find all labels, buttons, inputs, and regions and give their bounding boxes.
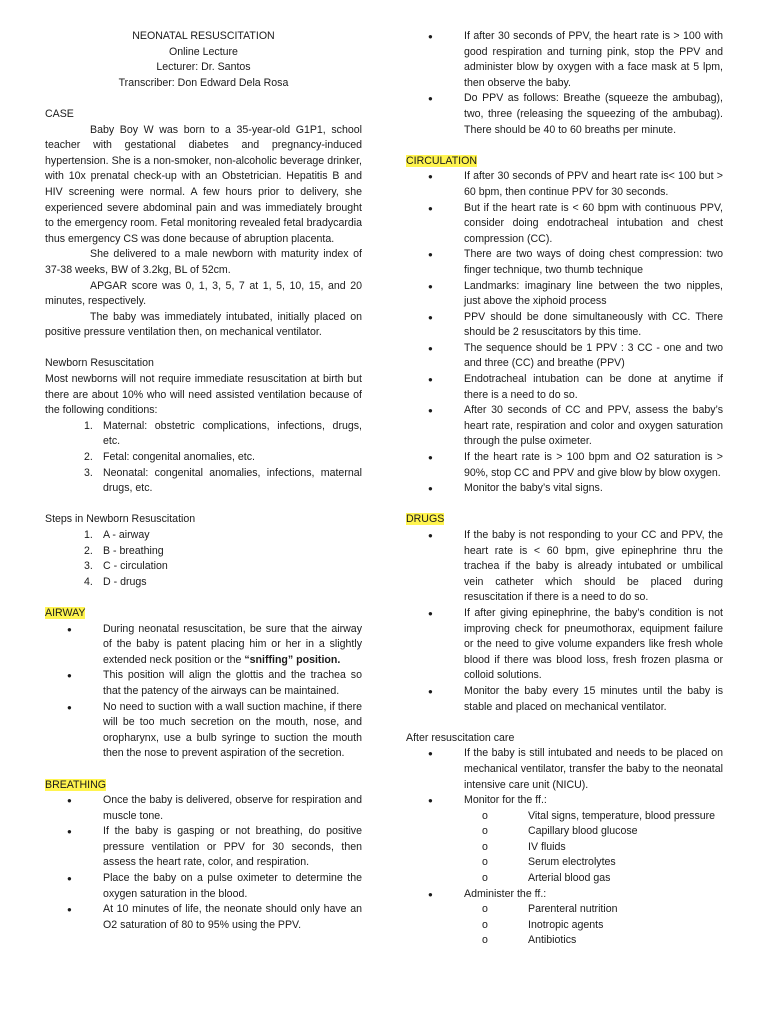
lecturer-line: Lecturer: Dr. Santos bbox=[156, 61, 251, 74]
newborn-intro-text: Most newborns will not require immediate resuscitation at birth but there are about 10% who will need bbox=[45, 373, 362, 401]
list-item: ● Monitor the baby every 15 minutes until the baby is stable and placed on mechanical ventilator. bbox=[406, 684, 723, 715]
list-item: ● If the heart rate is > 100 bpm and O2 saturation is > 90%, stop CC and PPV and give blow by blow oxygen. bbox=[406, 450, 723, 481]
sub-list-item: o Vital signs, temperature, blood pressure bbox=[406, 809, 723, 825]
newborn-intro-tail: because of the following conditions: bbox=[45, 388, 362, 417]
list-item: ● Landmarks: imaginary line between the two nipples, just above the xiphoid process bbox=[406, 279, 723, 310]
sub-list-item: o Antibiotics bbox=[406, 933, 723, 949]
drugs-list bbox=[406, 528, 723, 715]
list-item: ● Administer the ff.: bbox=[406, 887, 723, 903]
administer-list bbox=[406, 887, 723, 903]
circulation-list bbox=[406, 169, 723, 496]
sub-list-item: o Serum electrolytes bbox=[406, 855, 723, 871]
list-item: ● Endotracheal intubation can be done at anytime if there is a need to do so. bbox=[406, 372, 723, 403]
list-item: 3. Neonatal: congenital anomalies, infections, maternal drugs, etc. bbox=[84, 466, 362, 495]
after-care-heading: After resuscitation care bbox=[406, 731, 515, 744]
list-item: 3. C - circulation bbox=[84, 560, 168, 573]
case-paragraph-4: The baby was immediately intubated, initially placed on positive pressure ventilation then, on mechanical ventilator. bbox=[45, 310, 362, 339]
list-item: ● During neonatal resuscitation, be sure that the airway of the baby is patent placing him or her in a slightly extended neck position or the “sniffing” position. bbox=[45, 622, 362, 669]
sub-list-item: o Arterial blood gas bbox=[406, 871, 723, 887]
administer-sublist bbox=[406, 902, 723, 949]
list-item: ● But if the heart rate is < 60 bpm with continuous PPV, consider doing endotracheal intubation and chest compression (CC). bbox=[406, 201, 723, 248]
list-item: ● The sequence should be 1 PPV : 3 CC - one and two and three (CC) and breathe (PPV) bbox=[406, 341, 723, 372]
list-item: ● If the baby is gasping or not breathing, do positive pressure ventilation or PPV for 30 seconds, then assess the heart rate, color, and respiration. bbox=[45, 824, 362, 871]
case-paragraph-1: Baby Boy W was born to a 35-year-old G1P1, school teacher with gestational diabetes and pregnancy-induced hypertension. She is a non-smoker, non-alcoholic beverage drinker, with 10x prenatal check-up with an Obstetrician. Hepatitis B and HIV screening were normal. A few hours prior to delivery, she experienced severe abdominal pain and was immediately brought to the emergency room. Fetal monitoring revealed fetal bradycardia thus emergency CS was done because of abruption placenta. bbox=[45, 123, 362, 245]
document-title: NEONATAL RESUSCITATION bbox=[132, 30, 275, 42]
newborn-intro bbox=[45, 372, 362, 419]
steps-list bbox=[45, 528, 362, 590]
sub-list-item: o Parenteral nutrition bbox=[406, 902, 723, 918]
list-item: ● If the baby is not responding to your CC and PPV, the heart rate is < 60 bpm, give epinephrine thru the trachea if the baby is already intubated or umbilical vein catheter which should be placed during resuscitation if there is a need to do so. bbox=[406, 528, 723, 606]
right-column bbox=[406, 0, 723, 949]
list-item: ● If the baby is still intubated and needs to be placed on mechanical ventilator, transfer the baby to the neonatal intensive care unit (NICU). bbox=[406, 746, 723, 793]
list-item: 2. Fetal: congenital anomalies, etc. bbox=[84, 451, 255, 464]
newborn-heading: Newborn Resuscitation bbox=[45, 357, 154, 370]
after-care-list bbox=[406, 746, 723, 808]
list-item: ● At 10 minutes of life, the neonate should only have an O2 saturation of 80 to 95% using the PPV. bbox=[45, 902, 362, 933]
list-item: ● If after 30 seconds of PPV and heart rate is< 100 but > 60 bpm, then continue PPV for 30 seconds. bbox=[406, 169, 723, 200]
list-item: ● After 30 seconds of CC and PPV, assess the baby’s heart rate, respiration and color and oxygen saturation through the pulse oximeter. bbox=[406, 403, 723, 450]
list-item: ● PPV should be done simultaneously with CC. There should be 2 resuscitators by this time. bbox=[406, 310, 723, 341]
steps-heading: Steps in Newborn Resuscitation bbox=[45, 513, 196, 526]
document-subtitle: Online Lecture bbox=[169, 45, 238, 58]
left-column bbox=[45, 0, 362, 933]
airway-list bbox=[45, 622, 362, 762]
list-item: 2. B - breathing bbox=[84, 544, 164, 557]
list-item: ● Do PPV as follows: Breathe (squeeze the ambubag), two, three (releasing the squeezing of the ambubag). There should be 40 to 60 breaths per minute. bbox=[406, 91, 723, 138]
case-label: CASE bbox=[45, 107, 74, 120]
list-item: ● This position will align the glottis and the trachea so that the patency of the airways can be maintained. bbox=[45, 668, 362, 699]
monitor-sublist bbox=[406, 809, 723, 887]
circulation-heading: CIRCULATION bbox=[406, 154, 478, 167]
sniffing-position-term: “sniffing” position. bbox=[244, 653, 341, 666]
breathing-list bbox=[45, 793, 362, 933]
sub-list-item: o Inotropic agents bbox=[406, 918, 723, 934]
list-item: 1. Maternal: obstetric complications, infections, drugs, etc. bbox=[84, 419, 362, 448]
list-item: ● Once the baby is delivered, observe for respiration and muscle tone. bbox=[45, 793, 362, 824]
drugs-heading: DRUGS bbox=[406, 513, 445, 526]
list-item: ● No need to suction with a wall suction machine, if there will be too much secretion on the mouth, nose, and oropharynx, use a bulb syringe to suction the mouth then the nose to prevent aspiration of the secretion. bbox=[45, 700, 362, 762]
list-item: ● There are two ways of doing chest compression: two finger technique, two thumb technique bbox=[406, 247, 723, 278]
list-item: 4. D - drugs bbox=[84, 575, 147, 588]
case-paragraph-2: She delivered to a male newborn with maturity index of 37-38 weeks, BW of 3.2kg, BL of 52cm. bbox=[45, 248, 362, 276]
airway-heading: AIRWAY bbox=[45, 606, 86, 619]
transcriber-line: Transcriber: Don Edward Dela Rosa bbox=[118, 76, 289, 89]
breathing-list-continued bbox=[406, 29, 723, 138]
list-item: ● Monitor for the ff.: bbox=[406, 793, 723, 809]
case-paragraph-3: APGAR score was 0, 1, 3, 5, 7 at 1, 5, 10, 15, and 20 minutes, respectively. bbox=[45, 279, 362, 308]
sub-list-item: o IV fluids bbox=[406, 840, 723, 856]
assisted-ventilation-term: assisted ventilation bbox=[215, 388, 306, 401]
list-item: ● Place the baby on a pulse oximeter to determine the oxygen saturation in the blood. bbox=[45, 871, 362, 902]
list-item: ● If after giving epinephrine, the baby’s condition is not improving check for pneumothorax, equipment failure or the need to give volume expanders like fresh whole blood if there was blood loss, fresh frozen plasma or colloid solutions. bbox=[406, 606, 723, 684]
sub-list-item: o Capillary blood glucose bbox=[406, 824, 723, 840]
list-item: ● If after 30 seconds of PPV, the heart rate is > 100 with good respiration and turning pink, stop the PPV and administer blow by oxygen with a face mask at 5 lpm, then observe the baby. bbox=[406, 29, 723, 91]
breathing-heading: BREATHING bbox=[45, 778, 107, 791]
conditions-list bbox=[45, 419, 362, 497]
list-item: 1. A - airway bbox=[84, 529, 150, 541]
list-item: ● Monitor the baby’s vital signs. bbox=[406, 481, 723, 497]
